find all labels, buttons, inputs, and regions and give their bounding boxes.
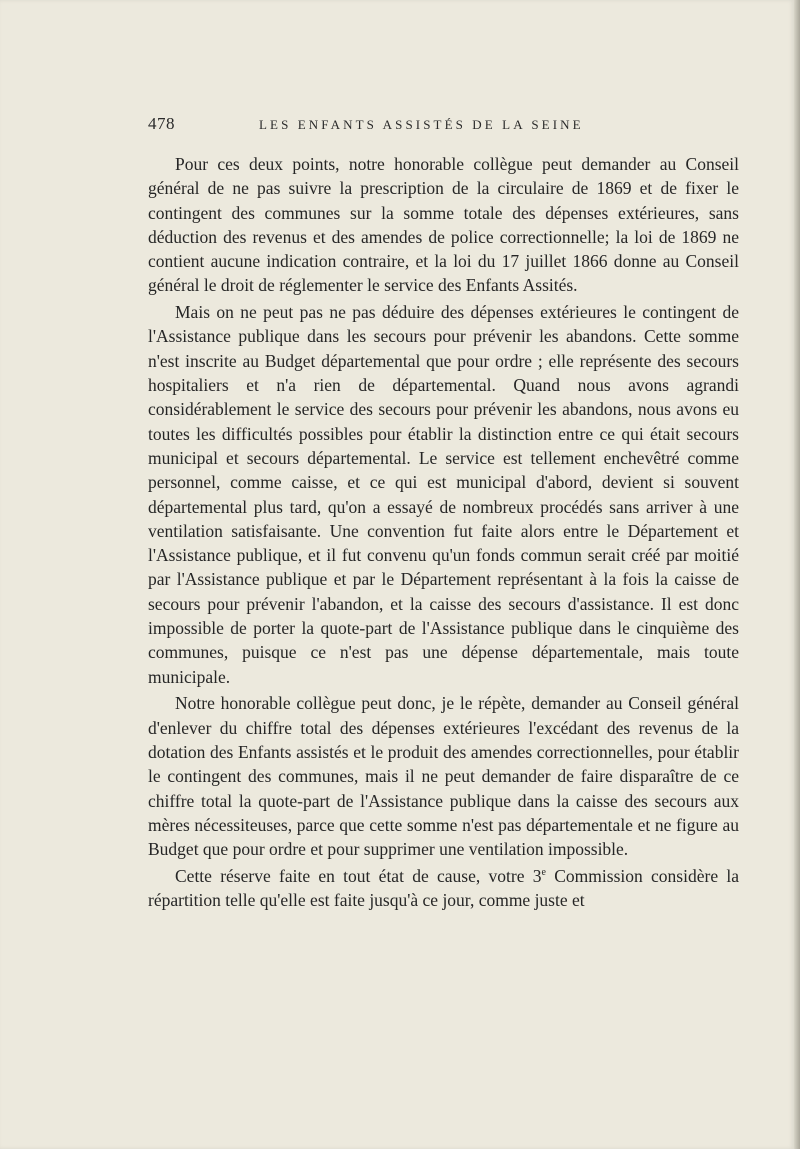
- paragraph-3: Notre honorable collègue peut donc, je le répète, demander au Conseil général d'enlever du chiffre total des dépenses extérieures l'excédant des revenus de la dotation des Enfants assistés et le produit des amendes correctionnelles, pour établir le contingent des communes, mais il ne peut demander de faire disparaître de ce chiffre total la quote-part de l'Assistance publique dans la caisse des secours aux mères nécessiteuses, parce que cette somme n'est pas départementale et ne figure au Budget que pour ordre et pour supprimer une ventilation impossible.: [148, 693, 739, 860]
- body-text: [148, 152, 739, 915]
- paragraph-4-text-start: Cette réserve faite en tout état de cause, votre 3: [175, 865, 542, 886]
- paragraph-2: Mais on ne peut pas ne pas déduire des dépenses extérieures le contingent de l'Assistance publique dans les secours pour prévenir les abandons. Cette somme n'est inscrite au Budget départemental que pour ordre ; elle représente des secours hospitaliers et n'a rien de départemental. Quand nous avons agrandi considérablement le service des secours pour prévenir les abandons, nous avons eu toutes les difficultés possibles pour établir la distinction entre ce qui était secours municipal et secours départemental. Le service est tellement enchevêtré comme personnel, comme caisse, et ce qui est municipal d'abord, devient si souvent départemental plus tard, qu'on a essayé de nombreux procédés sans arriver à une ventilation satisfaisante. Une convention fut faite alors entre le Département et l'Assistance publique, et il fut convenu qu'un fonds commun serait créé par moitié par l'Assistance publique et par le Département représentant à la fois la caisse de secours pour prévenir l'abandon, et la caisse des secours d'assistance. Il est donc impossible de porter la quote-part de l'Assistance publique dans le cinquième des communes, puisque ce n'est pas une dépense départementale, mais toute municipale.: [148, 302, 739, 687]
- paragraph-1: Pour ces deux points, notre honorable collègue peut demander au Conseil général de ne pas suivre la prescription de la circulaire de 1869 et de fixer le contingent des communes sur la somme totale des dépenses extérieures, sans déduction des revenus et des amendes de police correctionnelle; la loi de 1869 ne contient aucune indication contraire, et la loi du 17 juillet 1866 donne au Conseil général le droit de réglementer le service des Enfants Assités.: [148, 154, 739, 296]
- page-edge-shadow: [794, 0, 800, 1149]
- paragraph-4: [148, 864, 739, 913]
- paragraph-4-text-end: Commission considère la répartition telle qu'elle est faite jusqu'à ce jour, comme juste et: [148, 865, 739, 911]
- running-title: LES ENFANTS ASSISTÉS DE LA SEINE: [259, 117, 584, 132]
- page-header: [148, 114, 738, 138]
- ordinal-superscript: e: [541, 866, 546, 878]
- page-number: 478: [148, 114, 175, 133]
